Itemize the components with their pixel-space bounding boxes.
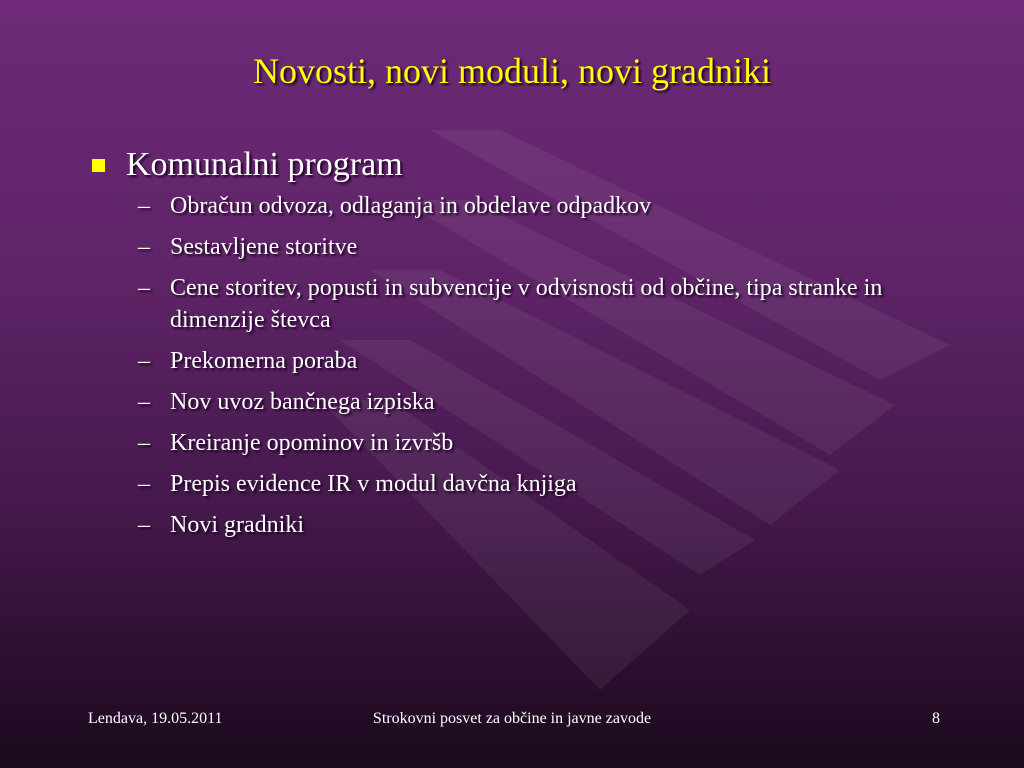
sub-bullet-label: Prekomerna poraba [170,348,358,374]
slide-content [88,142,918,550]
dash-icon: – [138,389,150,415]
dash-icon: – [138,275,150,301]
dash-icon: – [138,430,150,456]
slide-title: Novosti, novi moduli, novi gradniki [253,51,771,91]
square-bullet-icon [92,159,105,172]
sub-bullet-label: Kreiranje opominov in izvršb [170,430,454,456]
sub-bullet-item [88,468,918,500]
sub-bullet-item [88,345,918,377]
sub-bullet-item [88,427,918,459]
sub-bullet-label: Nov uvoz bančnega izpiska [170,389,435,415]
main-bullet-item [88,142,918,188]
sub-bullet-item [88,190,918,222]
sub-bullet-label: Obračun odvoza, odlaganja in obdelave odpadkov [170,193,652,219]
sub-bullet-item [88,509,918,541]
sub-bullet-label: Prepis evidence IR v modul davčna knjiga [170,471,577,497]
dash-icon: – [138,348,150,374]
main-bullet-label: Komunalni program [126,146,403,183]
dash-icon: – [138,193,150,219]
sub-bullet-item [88,231,918,263]
sub-bullet-item [88,386,918,418]
sub-bullet-item [88,272,918,336]
footer-page-number: 8 [932,710,940,727]
sub-bullet-label: Sestavljene storitve [170,234,358,260]
dash-icon: – [138,471,150,497]
footer-date: Lendava, 19.05.2011 [88,710,223,727]
dash-icon: – [138,512,150,538]
sub-bullet-list [88,190,918,541]
footer-event-title: Strokovni posvet za občine in javne zavode [372,710,652,727]
sub-bullet-label: Novi gradniki [170,512,304,538]
dash-icon: – [138,234,150,260]
sub-bullet-label: Cene storitev, popusti in subvencije v odvisnosti od občine, tipa stranke in dimenzije števca [170,275,883,333]
